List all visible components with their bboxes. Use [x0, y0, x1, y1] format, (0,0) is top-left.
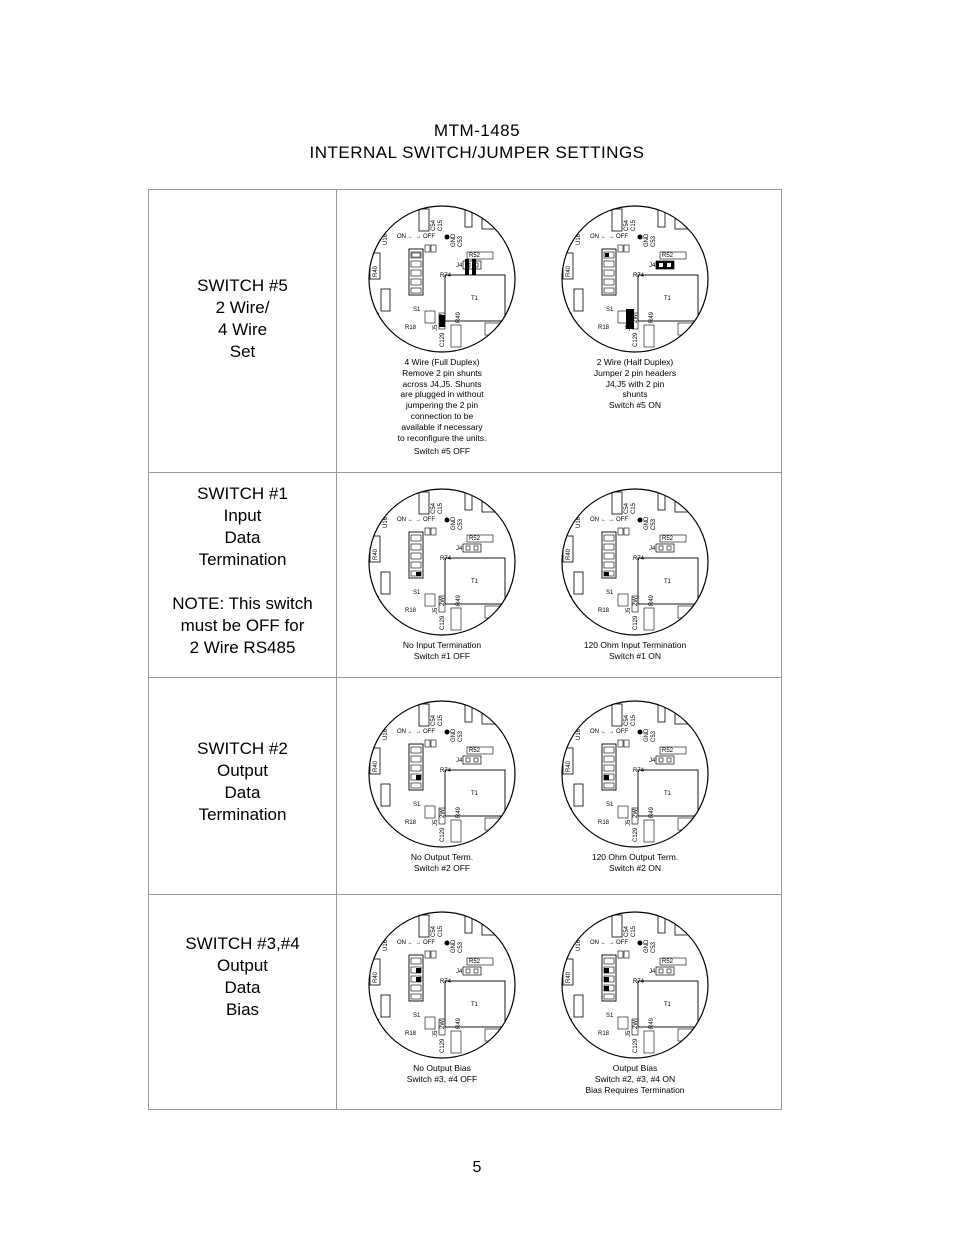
figure-bias — [555, 911, 715, 1095]
row-label-cell — [149, 190, 337, 473]
caption: No Input Termination Switch #1 OFF — [402, 640, 482, 661]
pcb-diagram — [367, 911, 517, 1061]
figure-cell — [337, 190, 782, 473]
switch1-label: SWITCH #1 Input Data Termination NOTE: This switch must be OFF for 2 Wire RS485 — [172, 484, 313, 657]
switch5-label: SWITCH #5 2 Wire/ 4 Wire Set — [197, 276, 288, 361]
document-subtitle: INTERNAL SWITCH/JUMPER SETTINGS — [309, 143, 645, 162]
row-label-cell — [149, 895, 337, 1110]
figure-input-term — [555, 488, 715, 662]
table-row — [149, 678, 782, 895]
pcb-diagram — [367, 205, 517, 355]
caption: 120 Ohm Output Term. Switch #2 ON — [591, 852, 679, 873]
pcb-diagram — [560, 911, 710, 1061]
caption: 2 Wire (Half Duplex) Jumper 2 pin headers J4,J5 with 2 pin shunts Switch #5 ON — [593, 357, 677, 411]
figure-no-bias — [362, 911, 522, 1085]
figure-cell — [337, 895, 782, 1110]
figure-2wire — [555, 205, 715, 411]
pcb-diagram — [367, 488, 517, 638]
pcb-diagram — [560, 205, 710, 355]
figure-output-term — [555, 700, 715, 874]
table-row — [149, 473, 782, 678]
page-number: 5 — [472, 1159, 482, 1176]
figure-cell — [337, 678, 782, 895]
pcb-diagram — [560, 488, 710, 638]
row-label-cell — [149, 678, 337, 895]
caption: Output Bias Switch #2, #3, #4 ON Bias Requires Termination — [585, 1063, 685, 1095]
pcb-diagram — [367, 700, 517, 850]
figure-4wire — [362, 205, 522, 457]
pcb-diagram — [560, 700, 710, 850]
caption-switch-state: Switch #5 OFF — [413, 446, 471, 457]
switch34-label: SWITCH #3,#4 Output Data Bias — [185, 934, 300, 1019]
figure-no-input-term — [362, 488, 522, 662]
caption: 4 Wire (Full Duplex) Remove 2 pin shunts across J4,J5. Shunts are plugged in without jumpering the 2 pin connection to be available if necessary to reconfigure the units. — [397, 357, 487, 443]
table-row — [149, 895, 782, 1110]
row-label-cell — [149, 473, 337, 678]
settings-table — [148, 189, 782, 1110]
figure-no-output-term — [362, 700, 522, 874]
switch2-label: SWITCH #2 Output Data Termination — [197, 739, 288, 824]
caption: 120 Ohm Input Termination Switch #1 ON — [583, 640, 687, 661]
document-title: MTM-1485 — [433, 121, 521, 140]
caption: No Output Term. Switch #2 OFF — [410, 852, 474, 873]
figure-cell — [337, 473, 782, 678]
caption: No Output Bias Switch #3, #4 OFF — [406, 1063, 478, 1084]
table-row — [149, 190, 782, 473]
